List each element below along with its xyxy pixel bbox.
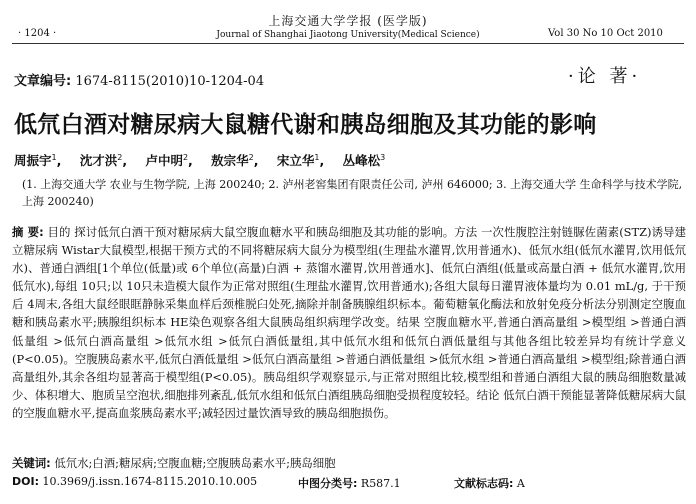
article-number-value: 1674-8115(2010)10-1204-04	[75, 74, 265, 89]
article-number	[14, 70, 264, 89]
author-list	[14, 151, 399, 169]
keywords-text: 低氘水;白酒;糖尿病;空腹血糖;空腹胰岛素水平;胰岛细胞	[54, 456, 336, 470]
abstract	[12, 223, 686, 422]
keywords-label: 关键词:	[12, 456, 51, 470]
document-code-value: A	[516, 477, 525, 490]
volume-info: Vol 30 No 10 Oct 2010	[548, 28, 663, 39]
doi-label: DOI:	[12, 475, 39, 488]
article-category: ·论 著·	[568, 66, 642, 87]
clc-number	[298, 475, 401, 491]
author: 敖宗华$^2$,	[211, 152, 259, 168]
header-divider	[12, 43, 684, 44]
clc-value: R587.1	[360, 477, 401, 490]
doi	[12, 475, 257, 488]
journal-title-cn: 上海交通大学学报 (医学版)	[268, 14, 428, 28]
author: 宋立华$^1$,	[276, 152, 325, 168]
abstract-label: 摘 要:	[12, 225, 44, 239]
author: 丛峰松$^3$	[342, 152, 386, 168]
article-title: 低氘白酒对糖尿病大鼠糖代谢和胰岛细胞及其功能的影响	[14, 112, 597, 138]
journal-title-en: Journal of Shanghai Jiaotong University(Medical Science)	[216, 30, 480, 40]
document-code	[454, 475, 525, 491]
article-number-label: 文章编号:	[14, 74, 72, 89]
abstract-text: 目的 探讨低氘白酒干预对糖尿病大鼠空腹血糖水平和胰岛细胞及其功能的影响。方法 一次性腹腔注射链脲佐菌素(STZ)诱导建立糖尿病 Wistar大鼠模型,根据干预方式的不同将糖尿病大鼠分为模型组(生理盐水灌胃,饮用普通水)、低氘水组(低氘水灌胃,饮用低氘水)、普通白酒组[1个单位(低量)或 6个单位(高量)白酒 + 蒸馏水灌胃,饮用普通水]、低氘白酒组(低量或高量白酒 + 低氘水灌胃,饮用低氘水),每组 10只;以 10只未造模大鼠作为正常对照组(生理盐水灌胃,饮用普通水);各组大鼠每日灌胃液体量均为 0.01 mL/g, 于干预后 4周末,各组大鼠经眼眶静脉采集血样后颈椎脱臼处死,摘除并制备胰腺组织标本。葡萄糖氧化酶法和放射免疫分析法分别测定空腹血糖和胰岛素水平;胰腺组织标本 HE染色观察各组大鼠胰岛组织病理学改变。结果 空腹血糖水平,普通白酒高量组 >模型组 >普通白酒低量组 >低氘白酒高量组 >低氘水组 >低氘白酒低量组,其中低氘水组和低氘白酒低量组与其他各组比较差异均有统计学意义(P<0.05)。空腹胰岛素水平,低氘白酒低量组 >低氘白酒高量组 >普通白酒低量组 >低氘水组 >普通白酒高量组 >模型组;除普通白酒高量组外,其余各组均显著高于模型组(P<0.05)。胰岛组织学观察显示,与正常对照组比较,模型组和普通白酒组大鼠的胰岛细胞数量减少、体积增大、胞质呈空泡状,细胞排列紊乱,低氘水组和低氘白酒组胰岛细胞受损程度较轻。结论 低氘白酒干预能显著降低糖尿病大鼠的空腹血糖水平,提高血浆胰岛素水平;减轻因过量饮酒导致的胰岛细胞损伤。	[12, 225, 686, 420]
doi-value: 10.3969/j.issn.1674-8115.2010.10.005	[42, 475, 258, 488]
author: 周振宇$^1$,	[14, 152, 62, 168]
author: 卢中明$^2$,	[145, 152, 193, 168]
document-code-label: 文献标志码:	[454, 477, 514, 490]
keywords	[12, 455, 336, 471]
page-number: · 1204 ·	[18, 28, 57, 39]
affiliations: (1. 上海交通大学 农业与生物学院, 上海 200240; 2. 泸州老窖集团有限责任公司, 泸州 646000; 3. 上海交通大学 生命科学与技术学院, 上海 200240)	[22, 178, 683, 208]
author: 沈才洪$^2$,	[79, 152, 128, 168]
clc-label: 中图分类号:	[298, 477, 358, 490]
